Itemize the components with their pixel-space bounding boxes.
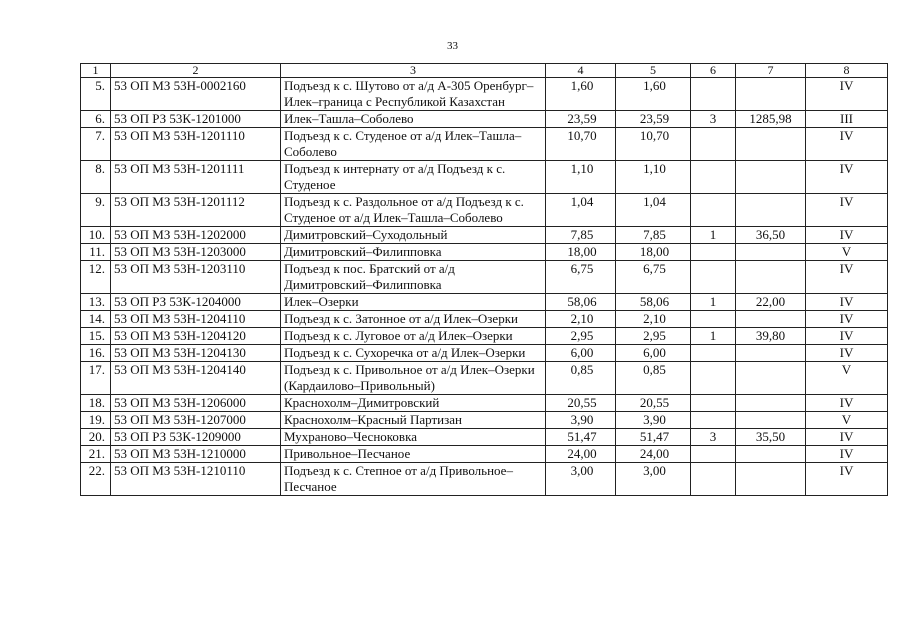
category-cell: V	[806, 412, 888, 429]
value-cell	[736, 128, 806, 161]
value-cell	[736, 244, 806, 261]
category-cell: IV	[806, 261, 888, 294]
length-cell: 1,04	[546, 194, 616, 227]
table-row	[81, 244, 888, 261]
length-cell: 1,10	[616, 161, 691, 194]
road-code-cell: 53 ОП МЗ 53Н-1204140	[111, 362, 281, 395]
road-code-cell: 53 ОП МЗ 53Н-1210110	[111, 463, 281, 496]
page-number: 33	[447, 40, 458, 52]
table-row	[81, 78, 888, 111]
road-name-cell: Подъезд к с. Затонное от а/д Илек–Озерки	[281, 311, 546, 328]
value-cell	[736, 78, 806, 111]
length-cell: 51,47	[616, 429, 691, 446]
value-cell: 35,50	[736, 429, 806, 446]
table-row	[81, 111, 888, 128]
table-row	[81, 161, 888, 194]
value-cell	[736, 395, 806, 412]
column-header: 8	[806, 64, 888, 78]
category-cell: IV	[806, 227, 888, 244]
road-name-cell: Димитровский–Суходольный	[281, 227, 546, 244]
table-row	[81, 294, 888, 311]
column-header: 7	[736, 64, 806, 78]
road-name-cell: Подъезд к с. Шутово от а/д А-305 Оренбург–Илек–граница с Республикой Казахстан	[281, 78, 546, 111]
road-code-cell: 53 ОП МЗ 53Н-1204130	[111, 345, 281, 362]
value-cell	[736, 412, 806, 429]
count-cell: 1	[691, 294, 736, 311]
length-cell: 10,70	[616, 128, 691, 161]
length-cell: 6,00	[616, 345, 691, 362]
count-cell	[691, 362, 736, 395]
table-row	[81, 128, 888, 161]
table-row	[81, 194, 888, 227]
road-name-cell: Привольное–Песчаное	[281, 446, 546, 463]
count-cell	[691, 311, 736, 328]
road-name-cell: Мухраново–Чесноковка	[281, 429, 546, 446]
table-row	[81, 345, 888, 362]
length-cell: 58,06	[546, 294, 616, 311]
road-code-cell: 53 ОП МЗ 53Н-1203110	[111, 261, 281, 294]
row-number-cell: 22.	[81, 463, 111, 496]
count-cell: 3	[691, 111, 736, 128]
length-cell: 1,60	[616, 78, 691, 111]
count-cell	[691, 128, 736, 161]
length-cell: 1,04	[616, 194, 691, 227]
value-cell	[736, 194, 806, 227]
road-code-cell: 53 ОП РЗ 53К-1201000	[111, 111, 281, 128]
length-cell: 20,55	[546, 395, 616, 412]
road-name-cell: Подъезд к с. Степное от а/д Привольное–Песчаное	[281, 463, 546, 496]
road-code-cell: 53 ОП МЗ 53Н-1204110	[111, 311, 281, 328]
count-cell	[691, 395, 736, 412]
length-cell: 7,85	[616, 227, 691, 244]
table-row	[81, 328, 888, 345]
column-header: 1	[81, 64, 111, 78]
length-cell: 58,06	[616, 294, 691, 311]
road-name-cell: Подъезд к с. Луговое от а/д Илек–Озерки	[281, 328, 546, 345]
row-number-cell: 6.	[81, 111, 111, 128]
length-cell: 3,00	[616, 463, 691, 496]
count-cell	[691, 78, 736, 111]
road-code-cell: 53 ОП МЗ 53Н-1207000	[111, 412, 281, 429]
road-name-cell: Подъезд к с. Студеное от а/д Илек–Ташла–Соболево	[281, 128, 546, 161]
count-cell	[691, 412, 736, 429]
row-number-cell: 17.	[81, 362, 111, 395]
row-number-cell: 11.	[81, 244, 111, 261]
category-cell: V	[806, 362, 888, 395]
length-cell: 3,90	[616, 412, 691, 429]
value-cell	[736, 362, 806, 395]
table-row	[81, 362, 888, 395]
row-number-cell: 21.	[81, 446, 111, 463]
value-cell	[736, 345, 806, 362]
roads-table	[80, 63, 888, 496]
category-cell: IV	[806, 395, 888, 412]
length-cell: 0,85	[616, 362, 691, 395]
length-cell: 6,75	[616, 261, 691, 294]
value-cell	[736, 446, 806, 463]
road-name-cell: Краснохолм–Димитровский	[281, 395, 546, 412]
count-cell: 1	[691, 227, 736, 244]
count-cell	[691, 345, 736, 362]
road-name-cell: Подъезд к пос. Братский от а/д Димитровский–Филипповка	[281, 261, 546, 294]
length-cell: 3,00	[546, 463, 616, 496]
length-cell: 0,85	[546, 362, 616, 395]
row-number-cell: 20.	[81, 429, 111, 446]
road-name-cell: Илек–Озерки	[281, 294, 546, 311]
road-name-cell: Подъезд к с. Сухоречка от а/д Илек–Озерки	[281, 345, 546, 362]
road-code-cell: 53 ОП МЗ 53Н-1201111	[111, 161, 281, 194]
category-cell: IV	[806, 311, 888, 328]
category-cell: IV	[806, 345, 888, 362]
length-cell: 6,75	[546, 261, 616, 294]
road-name-cell: Краснохолм–Красный Партизан	[281, 412, 546, 429]
count-cell: 1	[691, 328, 736, 345]
length-cell: 6,00	[546, 345, 616, 362]
category-cell: IV	[806, 128, 888, 161]
count-cell	[691, 244, 736, 261]
row-number-cell: 19.	[81, 412, 111, 429]
road-code-cell: 53 ОП МЗ 53Н-1201110	[111, 128, 281, 161]
value-cell: 36,50	[736, 227, 806, 244]
table-row	[81, 412, 888, 429]
road-name-cell: Подъезд к с. Привольное от а/д Илек–Озерки (Кардаилово–Привольный)	[281, 362, 546, 395]
length-cell: 20,55	[616, 395, 691, 412]
table-row	[81, 261, 888, 294]
row-number-cell: 8.	[81, 161, 111, 194]
length-cell: 18,00	[546, 244, 616, 261]
table-row	[81, 311, 888, 328]
row-number-cell: 14.	[81, 311, 111, 328]
column-header: 6	[691, 64, 736, 78]
row-number-cell: 5.	[81, 78, 111, 111]
row-number-cell: 10.	[81, 227, 111, 244]
count-cell: 3	[691, 429, 736, 446]
value-cell	[736, 161, 806, 194]
length-cell: 1,10	[546, 161, 616, 194]
value-cell	[736, 261, 806, 294]
category-cell: IV	[806, 463, 888, 496]
count-cell	[691, 161, 736, 194]
value-cell	[736, 463, 806, 496]
length-cell: 51,47	[546, 429, 616, 446]
table-row	[81, 227, 888, 244]
category-cell: IV	[806, 78, 888, 111]
count-cell	[691, 194, 736, 227]
category-cell: III	[806, 111, 888, 128]
value-cell: 39,80	[736, 328, 806, 345]
category-cell: IV	[806, 194, 888, 227]
table-row	[81, 463, 888, 496]
road-code-cell: 53 ОП МЗ 53Н-1202000	[111, 227, 281, 244]
category-cell: IV	[806, 294, 888, 311]
category-cell: IV	[806, 446, 888, 463]
category-cell: V	[806, 244, 888, 261]
column-header: 3	[281, 64, 546, 78]
road-name-cell: Димитровский–Филипповка	[281, 244, 546, 261]
length-cell: 24,00	[616, 446, 691, 463]
category-cell: IV	[806, 429, 888, 446]
count-cell	[691, 261, 736, 294]
length-cell: 2,10	[616, 311, 691, 328]
column-header: 5	[616, 64, 691, 78]
header-row	[81, 64, 888, 78]
row-number-cell: 13.	[81, 294, 111, 311]
table-row	[81, 446, 888, 463]
row-number-cell: 7.	[81, 128, 111, 161]
road-code-cell: 53 ОП МЗ 53Н-1203000	[111, 244, 281, 261]
row-number-cell: 18.	[81, 395, 111, 412]
category-cell: IV	[806, 161, 888, 194]
road-code-cell: 53 ОП МЗ 53Н-1201112	[111, 194, 281, 227]
length-cell: 23,59	[546, 111, 616, 128]
road-name-cell: Илек–Ташла–Соболево	[281, 111, 546, 128]
length-cell: 18,00	[616, 244, 691, 261]
length-cell: 3,90	[546, 412, 616, 429]
length-cell: 24,00	[546, 446, 616, 463]
road-code-cell: 53 ОП МЗ 53Н-1206000	[111, 395, 281, 412]
road-code-cell: 53 ОП РЗ 53К-1209000	[111, 429, 281, 446]
column-header: 4	[546, 64, 616, 78]
value-cell: 1285,98	[736, 111, 806, 128]
table-row	[81, 395, 888, 412]
value-cell	[736, 311, 806, 328]
count-cell	[691, 463, 736, 496]
road-code-cell: 53 ОП МЗ 53Н-1210000	[111, 446, 281, 463]
length-cell: 10,70	[546, 128, 616, 161]
row-number-cell: 15.	[81, 328, 111, 345]
value-cell: 22,00	[736, 294, 806, 311]
row-number-cell: 9.	[81, 194, 111, 227]
length-cell: 2,10	[546, 311, 616, 328]
category-cell: IV	[806, 328, 888, 345]
length-cell: 23,59	[616, 111, 691, 128]
length-cell: 7,85	[546, 227, 616, 244]
length-cell: 1,60	[546, 78, 616, 111]
road-name-cell: Подъезд к с. Раздольное от а/д Подъезд к с. Студеное от а/д Илек–Ташла–Соболево	[281, 194, 546, 227]
table-row	[81, 429, 888, 446]
row-number-cell: 16.	[81, 345, 111, 362]
column-header: 2	[111, 64, 281, 78]
road-code-cell: 53 ОП МЗ 53Н-1204120	[111, 328, 281, 345]
road-code-cell: 53 ОП РЗ 53К-1204000	[111, 294, 281, 311]
table-body	[81, 78, 888, 496]
length-cell: 2,95	[546, 328, 616, 345]
count-cell	[691, 446, 736, 463]
length-cell: 2,95	[616, 328, 691, 345]
road-name-cell: Подъезд к интернату от а/д Подъезд к с. Студеное	[281, 161, 546, 194]
row-number-cell: 12.	[81, 261, 111, 294]
road-code-cell: 53 ОП МЗ 53Н-0002160	[111, 78, 281, 111]
